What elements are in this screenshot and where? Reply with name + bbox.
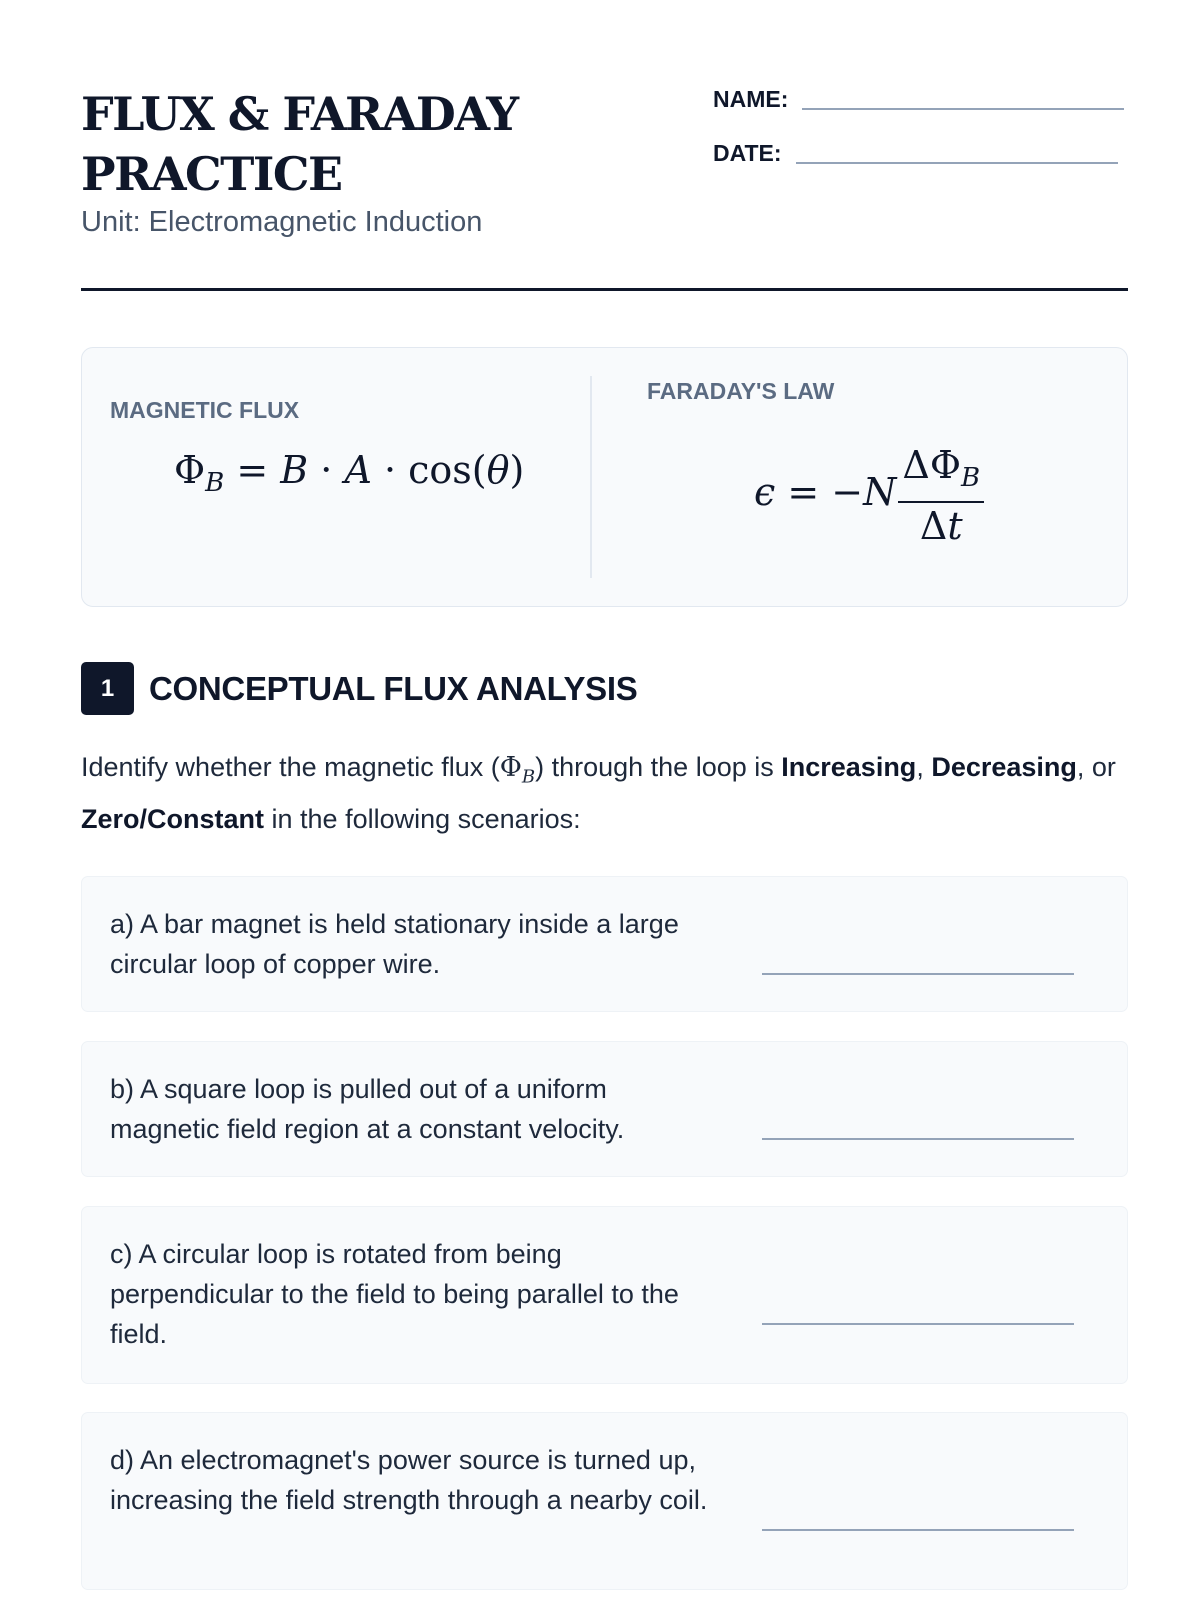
section-title: CONCEPTUAL FLUX ANALYSIS xyxy=(149,670,638,707)
answer-line-b[interactable] xyxy=(762,1138,1074,1140)
section-number-badge: 1 xyxy=(81,662,134,715)
unit-subtitle: Unit: Electromagnetic Induction xyxy=(81,206,483,238)
flux-symbol: $\Phi_B$ xyxy=(499,752,536,788)
name-label: NAME: xyxy=(713,86,789,112)
question-card-d xyxy=(81,1412,1128,1590)
question-text-a: a) A bar magnet is held stationary inside a large circular loop of copper wire. xyxy=(110,909,679,979)
date-field xyxy=(713,140,1118,167)
date-label: DATE: xyxy=(713,140,782,166)
header-divider xyxy=(81,288,1128,291)
answer-line-a[interactable] xyxy=(762,973,1074,975)
page-title: FLUX & FARADAY PRACTICE xyxy=(81,87,518,201)
question-card-a xyxy=(81,876,1128,1012)
option-decreasing: Decreasing xyxy=(931,752,1077,782)
option-zero-constant: Zero/Constant xyxy=(81,804,265,835)
faraday-formula-label: FARADAY'S LAW xyxy=(647,378,835,404)
formula-reference-box xyxy=(81,347,1128,607)
answer-line-c[interactable] xyxy=(762,1323,1074,1325)
name-field xyxy=(713,86,1124,113)
name-blank-line[interactable] xyxy=(802,108,1124,110)
section-instructions: Identify whether the magnetic flux $(\Phi_B)$ through the loop is Increasing, Decreasing, or Zero/Constant in the following scenarios: xyxy=(81,752,1116,835)
question-text-c: c) A circular loop is rotated from being perpendicular to the field to being parallel to the field. xyxy=(110,1239,679,1349)
question-card-b xyxy=(81,1041,1128,1177)
faraday-formula: ϵ = −N $\frac{\Delta\Phi_B}{\Delta t}$ xyxy=(754,444,984,547)
question-text-b: b) A square loop is pulled out of a uniform magnetic field region at a constant velocity. xyxy=(110,1074,625,1144)
date-blank-line[interactable] xyxy=(796,162,1118,164)
question-card-c xyxy=(81,1206,1128,1384)
flux-formula: $\Phi_B = B \cdot A \cdot \cos(\theta)$ xyxy=(174,448,525,498)
question-text-d: d) An electromagnet's power source is turned up, increasing the field strength through a nearby coil. xyxy=(110,1445,708,1515)
flux-change-fraction: $\frac{\Delta\Phi_B}{\Delta t}$ xyxy=(898,444,984,547)
answer-line-d[interactable] xyxy=(762,1529,1074,1531)
option-increasing: Increasing xyxy=(781,752,917,782)
formula-divider xyxy=(590,376,592,578)
flux-formula-label: MAGNETIC FLUX xyxy=(110,397,300,423)
